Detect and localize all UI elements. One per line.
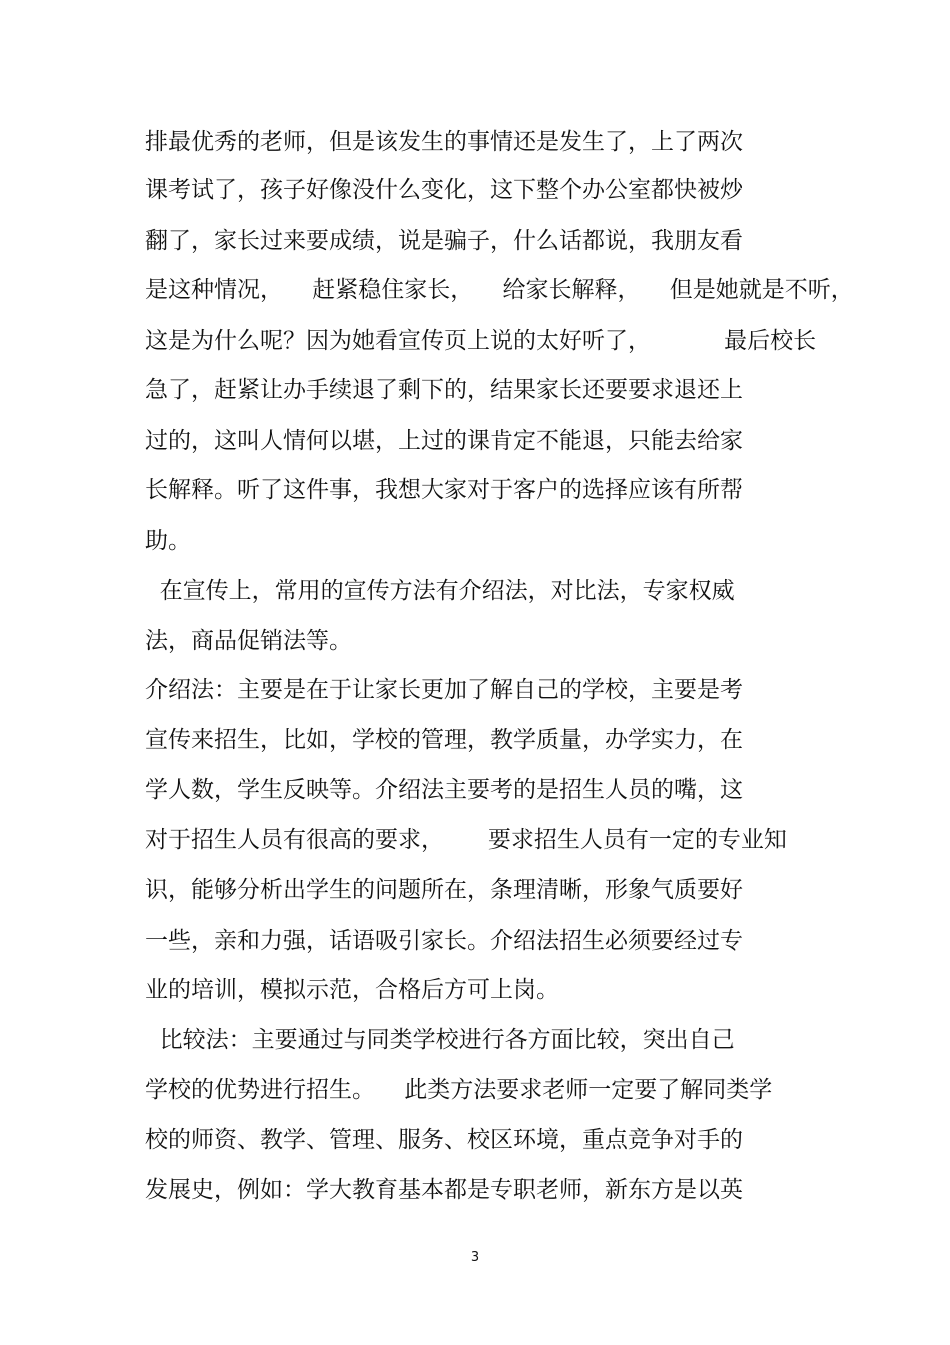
text-line: 这是为什么呢？因为她看宣传页上说的太好听了， 最后校长 (145, 328, 817, 354)
text-line: 长解释。听了这件事，我想大家对于客户的选择应该有所帮 (145, 477, 743, 503)
text-line: 业的培训，模拟示范，合格后方可上岗。 (145, 977, 559, 1003)
text-line: 助。 (145, 528, 191, 554)
text-line: 识，能够分析出学生的问题所在，条理清晰，形象气质要好 (145, 877, 743, 903)
text-line: 比较法：主要通过与同类学校进行各方面比较，突出自己 (145, 1027, 735, 1053)
text-line: 在宣传上，常用的宣传方法有介绍法，对比法，专家权威 (145, 578, 735, 604)
text-line: 过的，这叫人情何以堪，上过的课肯定不能退，只能去给家 (145, 428, 743, 454)
page-number: 3 (470, 1250, 480, 1265)
text-line: 排最优秀的老师，但是该发生的事情还是发生了，上了两次 (145, 129, 743, 155)
text-line: 是这种情况， 赶紧稳住家长， 给家长解释， 但是她就是不听， (145, 277, 854, 303)
text-line: 课考试了，孩子好像没什么变化，这下整个办公室都快被炒 (145, 177, 743, 203)
text-line: 急了，赶紧让办手续退了剩下的，结果家长还要要求退还上 (145, 377, 743, 403)
text-line: 一些，亲和力强，话语吸引家长。介绍法招生必须要经过专 (145, 928, 743, 954)
text-line: 宣传来招生，比如，学校的管理，教学质量，办学实力，在 (145, 727, 743, 753)
text-line: 校的师资、教学、管理、服务、校区环境，重点竞争对手的 (145, 1127, 743, 1153)
text-line: 翻了，家长过来要成绩，说是骗子，什么话都说，我朋友看 (145, 228, 743, 254)
text-line: 对于招生人员有很高的要求， 要求招生人员有一定的专业知 (145, 827, 787, 853)
text-line: 法，商品促销法等。 (145, 628, 352, 654)
text-line: 学校的优势进行招生。 此类方法要求老师一定要了解同类学 (145, 1077, 773, 1103)
text-line: 介绍法：主要是在于让家长更加了解自己的学校，主要是考 (145, 677, 743, 703)
text-line: 学人数，学生反映等。介绍法主要考的是招生人员的嘴，这 (145, 777, 743, 803)
text-line: 发展史，例如：学大教育基本都是专职老师，新东方是以英 (145, 1177, 743, 1203)
